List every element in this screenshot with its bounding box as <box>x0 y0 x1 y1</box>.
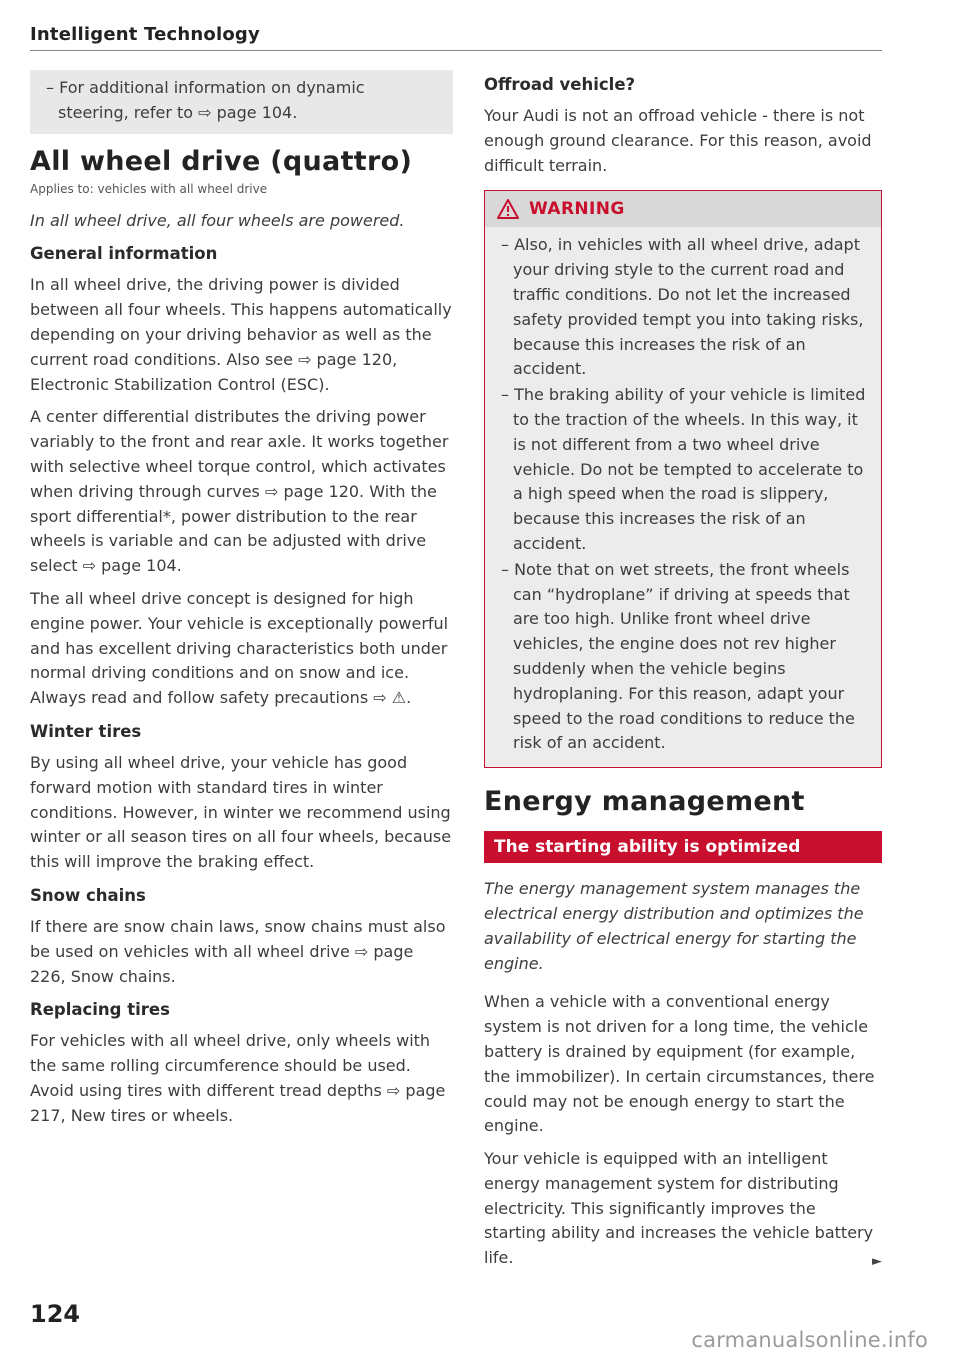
heading-general-information: General information <box>30 244 218 264</box>
applies-to: Applies to: vehicles with all wheel drive <box>30 181 268 196</box>
warning-item: – The braking ability of your vehicle is limited to the traction of the wheels. In this way, it is not different from a two wheel drive vehicle. Do not be tempted to accelerate to a high speed when the road is slippery, because this increases the risk of an accident. <box>501 385 866 553</box>
heading-snow-chains: Snow chains <box>30 885 146 905</box>
left-column <box>30 70 453 1137</box>
heading-winter-tires: Winter tires <box>30 721 142 741</box>
section-lead: In all wheel drive, all four wheels are powered. <box>30 210 405 230</box>
energy-lead: The energy management system manages the electrical energy distribution and optimizes the availability of electrical energy for starting the engine. <box>484 879 864 973</box>
paragraph-general-1: In all wheel drive, the driving power is divided between all four wheels. This happens automatically depending on your driving behavior as well as the current road conditions. Also see ⇨ page 120, Electronic Stabilization Control (ESC). <box>30 275 452 394</box>
paragraph-general-2: A center differential distributes the driving power variably to the front and rear axle. It works together with selective wheel torque control, which activates when driving through curves ⇨ page 120. With the sport differential*, power distribution to the rear wheels is variable and can be adjusted with drive select ⇨ page 104. <box>30 407 449 576</box>
header-title: Intelligent Technology <box>30 24 260 45</box>
note-text: – For additional information on dynamic steering, refer to ⇨ page 104. <box>46 78 365 122</box>
section-title-quattro: All wheel drive (quattro) <box>30 145 413 177</box>
warning-body <box>485 227 881 767</box>
warning-header <box>485 191 881 227</box>
header-divider <box>30 50 882 51</box>
paragraph-offroad: Your Audi is not an offroad vehicle - there is not enough ground clearance. For this reason, avoid difficult terrain. <box>484 106 872 175</box>
paragraph-replacing-tires: For vehicles with all wheel drive, only wheels with the same rolling circumference should be used. Avoid using tires with different tread depths ⇨ page 217, New tires or wheels. <box>30 1031 446 1125</box>
heading-offroad: Offroad vehicle? <box>484 75 636 94</box>
warning-item: – Note that on wet streets, the front wheels can “hydroplane” if driving at speeds that are too high. Unlike front wheel drive vehicles, the engine does not rev higher suddenly when the vehicle begins hydroplaning. For this reason, adapt your speed to the road conditions to reduce the risk of an accident. <box>501 559 855 753</box>
subsection-banner: The starting ability is optimized <box>484 831 882 863</box>
paragraph-general-3: The all wheel drive concept is designed for high engine power. Your vehicle is exceptionally powerful and has excellent driving characteristics both under normal driving conditions and on snow and ice. Always read and follow safety precautions ⇨ ⚠. <box>30 588 449 708</box>
page-number: 124 <box>30 1300 81 1328</box>
paragraph-energy-1: When a vehicle with a conventional energy system is not driven for a long time, the vehicle battery is drained by equipment (for example, the immobilizer). In certain circumstances, there could may not be enough energy to start the engine. <box>484 992 875 1136</box>
paragraph-energy-2-text: Your vehicle is equipped with an intelligent energy management system for distributing electricity. This significantly improves the starting ability and increases the vehicle battery life. <box>484 1149 874 1268</box>
paragraph-winter-tires: By using all wheel drive, your vehicle has good forward motion with standard tires in winter conditions. However, in winter we recommend using winter or all season tires on all four wheels, because this will improve the braking effect. <box>30 752 452 872</box>
warning-triangle-icon <box>497 199 519 219</box>
note-box <box>30 70 453 134</box>
continue-arrow-icon: ► <box>872 1254 882 1270</box>
paragraph-energy-2 <box>484 1147 882 1271</box>
paragraph-snow-chains: If there are snow chain laws, snow chains must also be used on vehicles with all wheel drive ⇨ page 226, Snow chains. <box>30 916 446 986</box>
warning-title: WARNING <box>529 199 625 220</box>
heading-replacing-tires: Replacing tires <box>30 1000 170 1020</box>
warning-item: – Also, in vehicles with all wheel drive, adapt your driving style to the current road and traffic conditions. Do not let the increased safety provided tempt you into taking risks, because this increases the risk of an accident. <box>501 235 864 379</box>
section-title-energy: Energy management <box>484 786 805 818</box>
watermark: carmanualsonline.info <box>691 1328 928 1352</box>
right-column <box>484 70 882 1279</box>
warning-box <box>484 190 882 768</box>
